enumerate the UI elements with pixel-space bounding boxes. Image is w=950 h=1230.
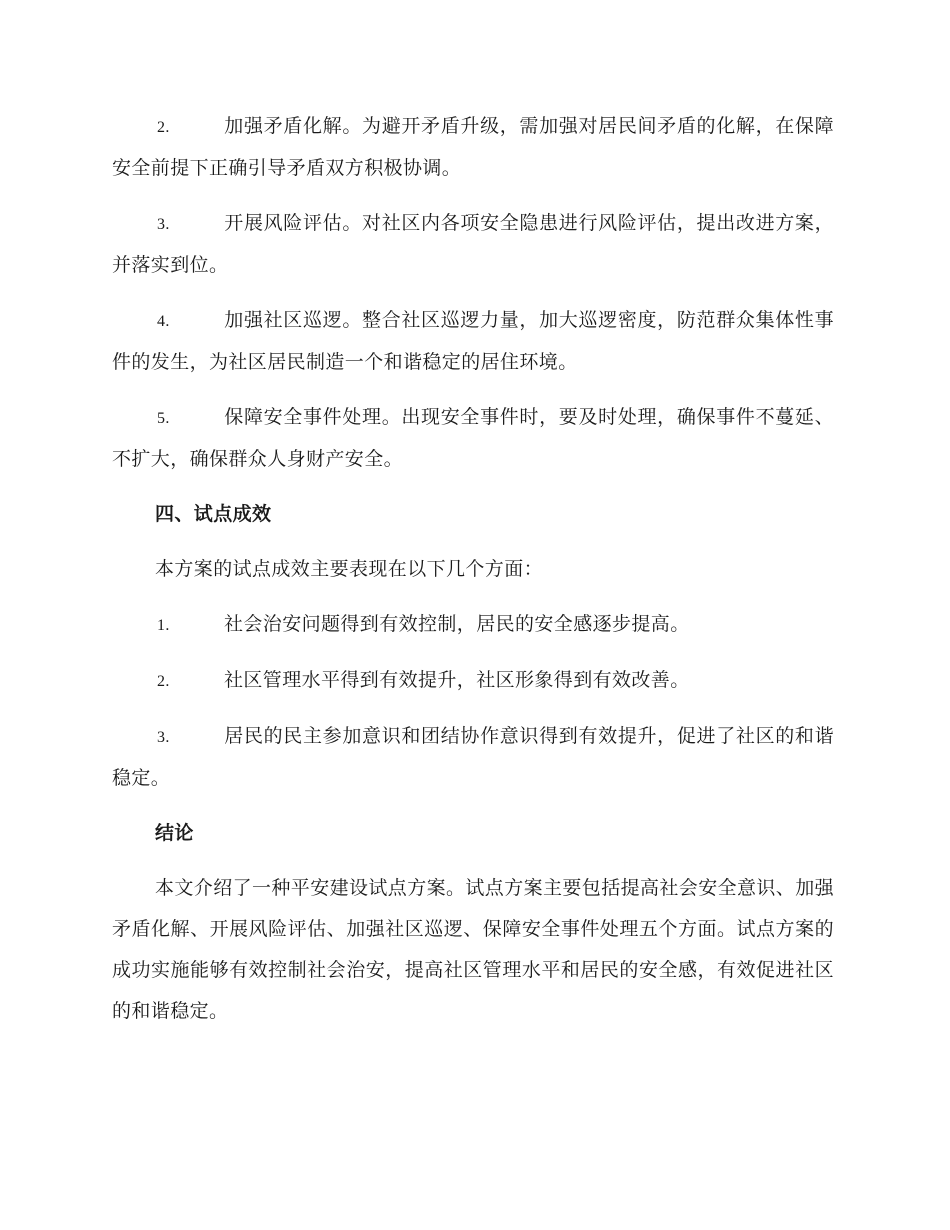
section-heading-results: 四、试点成效 [155, 503, 272, 525]
list-item-number: 4. [157, 313, 170, 330]
list-item-number: 5. [157, 410, 170, 427]
section-intro: 本方案的试点成效主要表现在以下几个方面： [155, 558, 544, 580]
list-item-number: 3. [157, 729, 170, 746]
list-item-text: 社区管理水平得到有效提升，社区形象得到有效改善。 [224, 669, 690, 691]
list-item [112, 106, 834, 189]
list-item [112, 203, 834, 286]
list-item-text: 开展风险评估。对社区内各项安全隐患进行风险评估，提出改进方案，并落实到位。 [112, 212, 834, 276]
list-item-text: 居民的民主参加意识和团结协作意识得到有效提升，促进了社区的和谐稳定。 [112, 725, 834, 789]
list-item [112, 604, 834, 646]
list-item [112, 300, 834, 383]
list-item [112, 660, 834, 702]
list-item [112, 716, 834, 799]
list-item-text: 保障安全事件处理。出现安全事件时，要及时处理，确保事件不蔓延、不扩大，确保群众人身财产安全。 [112, 406, 834, 470]
conclusion-paragraph: 本文介绍了一种平安建设试点方案。试点方案主要包括提高社会安全意识、加强矛盾化解、开展风险评估、加强社区巡逻、保障安全事件处理五个方面。试点方案的成功实施能够有效控制社会治安，提高社区管理水平和居民的安全感，有效促进社区的和谐稳定。 [112, 877, 835, 1022]
list-item [112, 397, 834, 480]
list-item-text: 社会治安问题得到有效控制，居民的安全感逐步提高。 [224, 613, 690, 635]
list-item-text: 加强矛盾化解。为避开矛盾升级，需加强对居民间矛盾的化解，在保障安全前提下正确引导矛盾双方积极协调。 [112, 115, 834, 179]
list-item-number: 3. [157, 216, 170, 233]
list-item-number: 2. [157, 119, 170, 136]
list-item-number: 2. [157, 673, 170, 690]
list-item-number: 1. [157, 617, 170, 634]
document-body [112, 106, 834, 1046]
section-heading-conclusion: 结论 [155, 822, 194, 844]
list-item-text: 加强社区巡逻。整合社区巡逻力量，加大巡逻密度，防范群众集体性事件的发生，为社区居民制造一个和谐稳定的居住环境。 [112, 309, 834, 373]
